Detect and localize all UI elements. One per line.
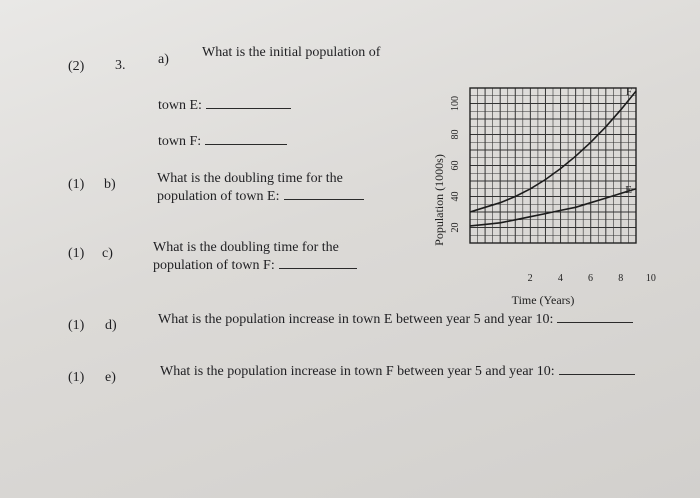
- part-b-letter: b): [104, 177, 116, 192]
- x-axis-label: Time (Years): [511, 293, 575, 307]
- answer-blank-increase-e[interactable]: [557, 321, 633, 323]
- part-a-town-f-label: town F:: [158, 134, 202, 149]
- part-d-letter: d): [105, 318, 117, 333]
- part-c-line1: What is the doubling time for the: [153, 240, 339, 255]
- part-b-line2-row: [157, 189, 364, 205]
- part-b-line2: population of town E:: [157, 189, 280, 204]
- marks-part-c: (1): [68, 246, 85, 261]
- marks-part-e: (1): [68, 370, 85, 385]
- part-a-town-e-label: town E:: [158, 98, 202, 113]
- y-tick-label: 60: [450, 160, 461, 171]
- x-tick-label: 2: [527, 273, 533, 284]
- population-chart: [420, 80, 680, 315]
- y-tick-label: 20: [450, 222, 461, 233]
- marks-part-a: (2): [68, 59, 85, 74]
- part-e-row: [160, 364, 635, 380]
- part-a-letter: a): [158, 52, 169, 67]
- answer-blank-doubling-f[interactable]: [279, 267, 357, 269]
- marks-part-d: (1): [68, 318, 85, 333]
- part-a-town-f-row: [158, 134, 287, 150]
- part-d-question: What is the population increase in town E between year 5 and year 10:: [158, 312, 554, 327]
- answer-blank-town-e[interactable]: [206, 107, 291, 109]
- question-number: 3.: [115, 58, 126, 73]
- y-tick-label: 80: [450, 129, 461, 140]
- x-tick-label: 4: [557, 273, 563, 284]
- answer-blank-doubling-e[interactable]: [284, 198, 364, 200]
- x-tick-labels: [528, 273, 656, 284]
- chart-grid: [470, 88, 636, 243]
- part-e-question: What is the population increase in town F between year 5 and year 10:: [160, 364, 555, 379]
- y-tick-labels: [450, 96, 461, 233]
- y-axis-label: Population (1000s): [432, 154, 446, 246]
- y-tick-label: 100: [450, 96, 461, 111]
- part-e-letter: e): [105, 370, 116, 385]
- answer-blank-town-f[interactable]: [205, 143, 287, 145]
- part-a-question: What is the initial population of: [202, 45, 381, 60]
- marks-part-b: (1): [68, 177, 85, 192]
- answer-blank-increase-f[interactable]: [559, 373, 635, 375]
- series-label-f: F: [625, 86, 632, 99]
- series-label-e: E: [625, 183, 632, 196]
- part-a-town-e-row: [158, 98, 291, 114]
- part-c-line2-row: [153, 258, 357, 274]
- x-tick-label: 6: [588, 273, 594, 284]
- x-tick-label: 8: [618, 273, 624, 284]
- part-b-line1: What is the doubling time for the: [157, 171, 343, 186]
- y-tick-label: 40: [450, 191, 461, 202]
- part-c-line2: population of town F:: [153, 258, 275, 273]
- x-tick-label: 10: [645, 273, 656, 284]
- part-c-letter: c): [102, 246, 113, 261]
